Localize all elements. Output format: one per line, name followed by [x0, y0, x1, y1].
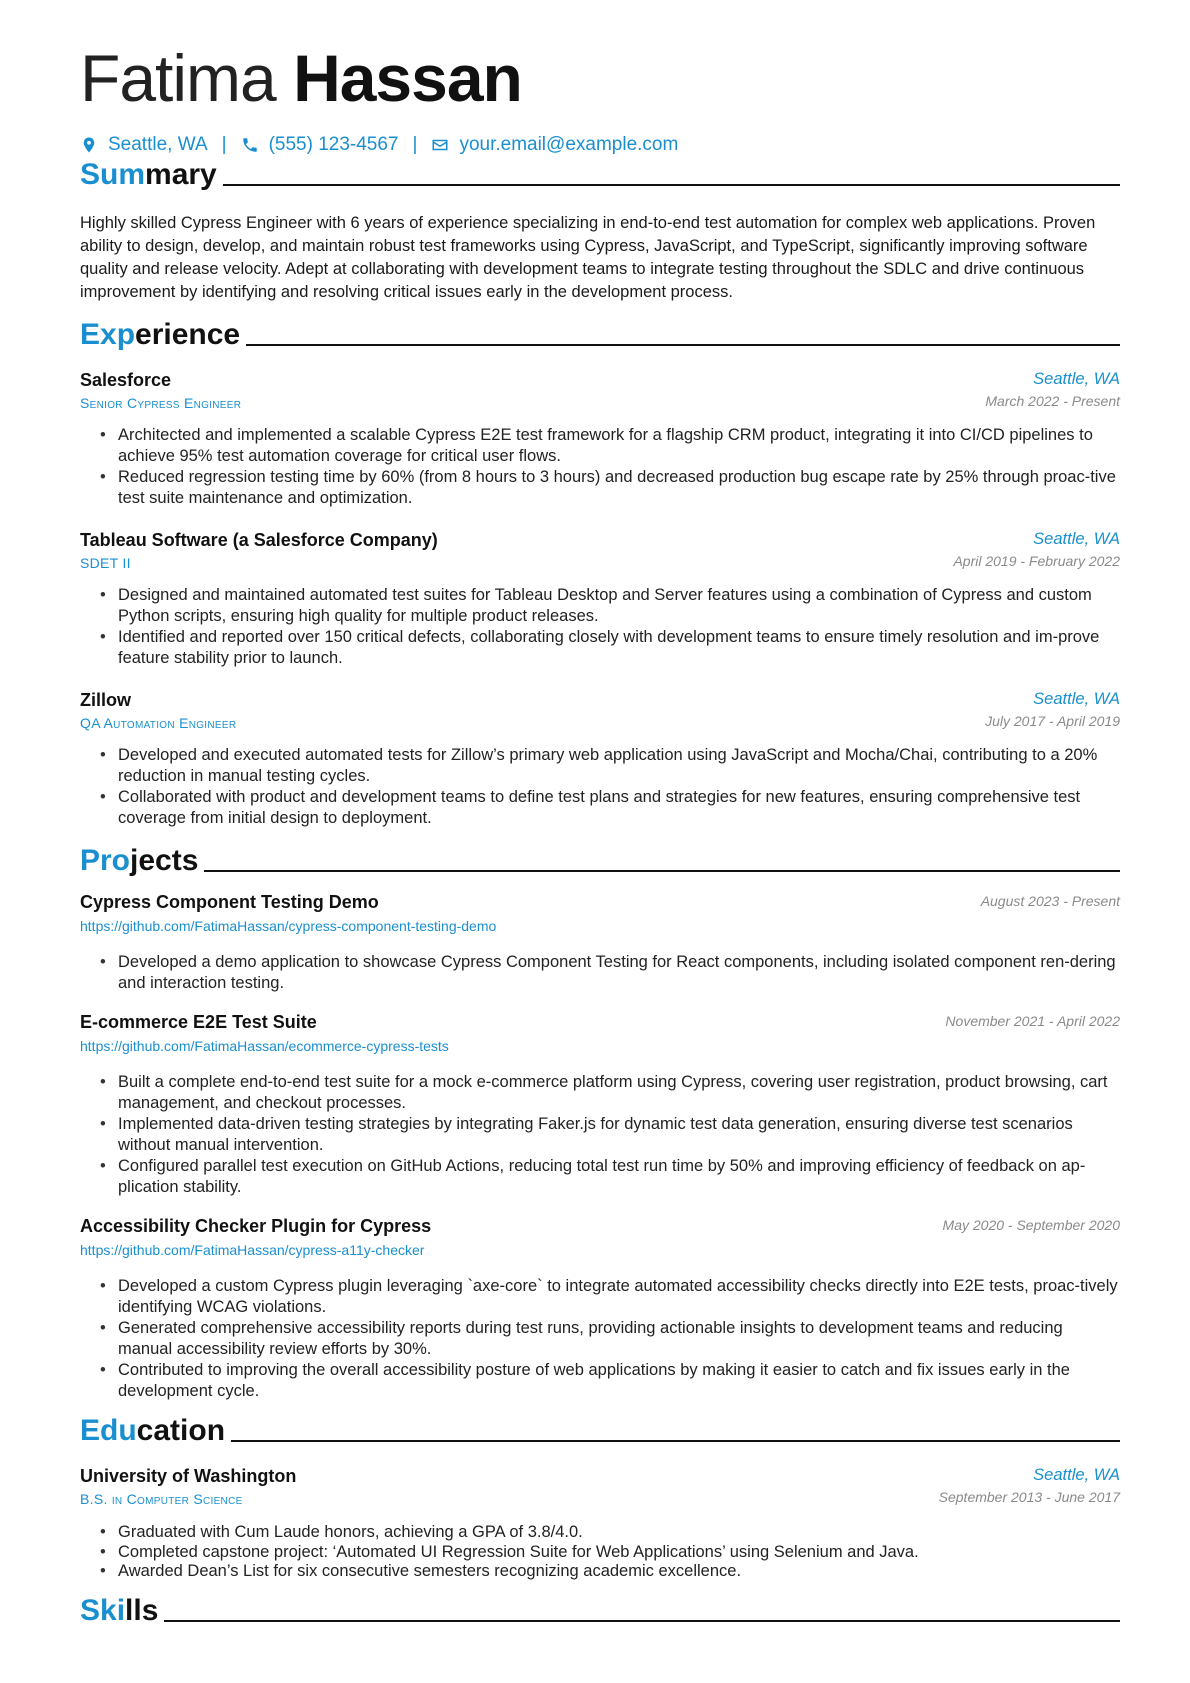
project-link[interactable]: https://github.com/FatimaHassan/cypress-component-testing-demo	[80, 918, 497, 934]
project-link[interactable]: https://github.com/FatimaHassan/ecommerce-cypress-tests	[80, 1038, 449, 1054]
education-bullets	[80, 1523, 1120, 1582]
job-title: SDET II	[80, 555, 131, 571]
list-item: • Generated comprehensive accessibility reports during test runs, providing actionable insights to development teams and reducing manual accessibility review efforts by 30%.	[118, 1318, 1120, 1360]
job-bullets	[80, 585, 1120, 669]
section-rule	[246, 344, 1120, 346]
company-name: Zillow	[80, 690, 131, 710]
section-title: Skills	[80, 1594, 159, 1627]
project-bullets	[80, 1276, 1120, 1402]
job-dates: April 2019 - February 2022	[953, 553, 1120, 569]
project-dates: August 2023 - Present	[980, 893, 1120, 909]
job-location: Seattle, WA	[1033, 530, 1120, 548]
phone-text: (555) 123-4567	[268, 134, 399, 155]
project-name: Accessibility Checker Plugin for Cypress	[80, 1216, 432, 1236]
section-heading-experience	[80, 318, 1120, 352]
project-name: E-commerce E2E Test Suite	[80, 1012, 317, 1032]
location-text: Seattle, WA	[108, 134, 208, 155]
job-dates: July 2017 - April 2019	[985, 713, 1120, 729]
job-bullets	[80, 745, 1120, 829]
project-bullets	[80, 1072, 1120, 1198]
section-rule	[231, 1440, 1120, 1442]
section-rule	[164, 1620, 1120, 1622]
first-name: Fatima	[80, 41, 276, 115]
job-location: Seattle, WA	[1033, 370, 1120, 388]
list-item: • Implemented data-driven testing strategies by integrating Faker.js for dynamic test data generation, ensuring diverse test scenarios without manual intervention.	[118, 1114, 1120, 1156]
project-link[interactable]: https://github.com/FatimaHassan/cypress-a11y-checker	[80, 1242, 425, 1258]
job-title: QA Automation Engineer	[80, 715, 237, 731]
list-item: • Developed and executed automated tests for Zillow’s primary web application using JavaScript and Mocha/Chai, contributing to a 20% reduction in manual testing cycles.	[118, 745, 1120, 787]
school-location: Seattle, WA	[1033, 1466, 1120, 1484]
list-item: • Contributed to improving the overall accessibility posture of web applications by making it easier to catch and fix issues early in the development cycle.	[118, 1360, 1120, 1402]
list-item: • Configured parallel test execution on GitHub Actions, reducing total test run time by 50% and improving efficiency of feedback on ap-plication stability.	[118, 1156, 1120, 1198]
school-name: University of Washington	[80, 1466, 297, 1486]
company-name: Tableau Software (a Salesforce Company)	[80, 530, 438, 550]
project-dates: May 2020 - September 2020	[942, 1217, 1120, 1233]
section-heading-skills	[80, 1594, 1120, 1628]
candidate-name	[80, 38, 522, 118]
section-rule	[223, 184, 1120, 186]
education-dates: September 2013 - June 2017	[938, 1489, 1120, 1505]
email-text: your.email@example.com	[459, 134, 679, 155]
list-item: • Designed and maintained automated test suites for Tableau Desktop and Server features using a combination of Cypress and custom Python scripts, ensuring high quality for multiple product releases.	[118, 585, 1120, 627]
job-dates: March 2022 - Present	[985, 393, 1120, 409]
company-name: Salesforce	[80, 370, 172, 390]
location-item	[80, 134, 208, 156]
phone-item[interactable]	[241, 134, 399, 156]
list-item: • Completed capstone project: ‘Automated UI Regression Suite for Web Applications’ using Selenium and Java.	[118, 1543, 1120, 1563]
list-item: • Identified and reported over 150 critical defects, collaborating closely with development teams to ensure timely resolution and im-prove feature stability prior to launch.	[118, 627, 1120, 669]
list-item: • Graduated with Cum Laude honors, achieving a GPA of 3.8/4.0.	[118, 1523, 1120, 1543]
section-rule	[204, 870, 1120, 872]
section-heading-summary	[80, 158, 1120, 192]
summary-paragraph: Highly skilled Cypress Engineer with 6 years of experience specializing in end-to-end test automation for complex web applications. Proven ability to design, develop, and maintain robust test frameworks using Cypress, JavaScript, and TypeScript, significantly improving software quality and release velocity. Adept at collaborating with development teams to integrate testing throughout the SDLC and drive continuous improvement by identifying and resolving critical issues early in the development process.	[80, 214, 1096, 301]
list-item: • Built a complete end-to-end test suite for a mock e-commerce platform using Cypress, covering user registration, product browsing, cart management, and checkout processes.	[118, 1072, 1120, 1114]
section-title: Projects	[80, 844, 199, 877]
list-item: • Awarded Dean’s List for six consecutive semesters recognizing academic excellence.	[118, 1562, 1120, 1582]
list-item: • Developed a demo application to showcase Cypress Component Testing for React components, including isolated component ren-dering and interaction testing.	[118, 952, 1120, 994]
contact-separator: |	[412, 134, 418, 155]
list-item: • Collaborated with product and development teams to define test plans and strategies for new features, ensuring comprehensive test coverage from initial design to deployment.	[118, 787, 1120, 829]
section-title: Education	[80, 1414, 226, 1447]
email-item[interactable]	[431, 134, 678, 156]
contact-separator: |	[221, 134, 227, 155]
section-heading-projects	[80, 844, 1120, 878]
envelope-icon	[431, 136, 449, 154]
job-title: Senior Cypress Engineer	[80, 395, 242, 411]
degree: B.S. in Computer Science	[80, 1491, 243, 1507]
list-item: • Reduced regression testing time by 60% (from 8 hours to 3 hours) and decreased production bug escape rate by 25% through proac-tive test suite maintenance and optimization.	[118, 467, 1120, 509]
project-name: Cypress Component Testing Demo	[80, 892, 379, 912]
map-pin-icon	[80, 136, 98, 154]
project-dates: November 2021 - April 2022	[945, 1013, 1120, 1029]
list-item: • Developed a custom Cypress plugin leveraging `axe-core` to integrate automated accessibility checks directly into E2E tests, proac-tively identifying WCAG violations.	[118, 1276, 1120, 1318]
last-name: Hassan	[293, 41, 522, 115]
section-heading-education	[80, 1414, 1120, 1448]
contact-line	[80, 134, 678, 156]
phone-icon	[241, 136, 259, 154]
project-bullets	[80, 952, 1120, 994]
section-title: Summary	[80, 158, 217, 191]
job-location: Seattle, WA	[1033, 690, 1120, 708]
list-item: • Architected and implemented a scalable Cypress E2E test framework for a flagship CRM product, integrating it into CI/CD pipelines to achieve 95% test automation coverage for critical user flows.	[118, 425, 1120, 467]
section-title: Experience	[80, 318, 241, 351]
job-bullets	[80, 425, 1120, 509]
